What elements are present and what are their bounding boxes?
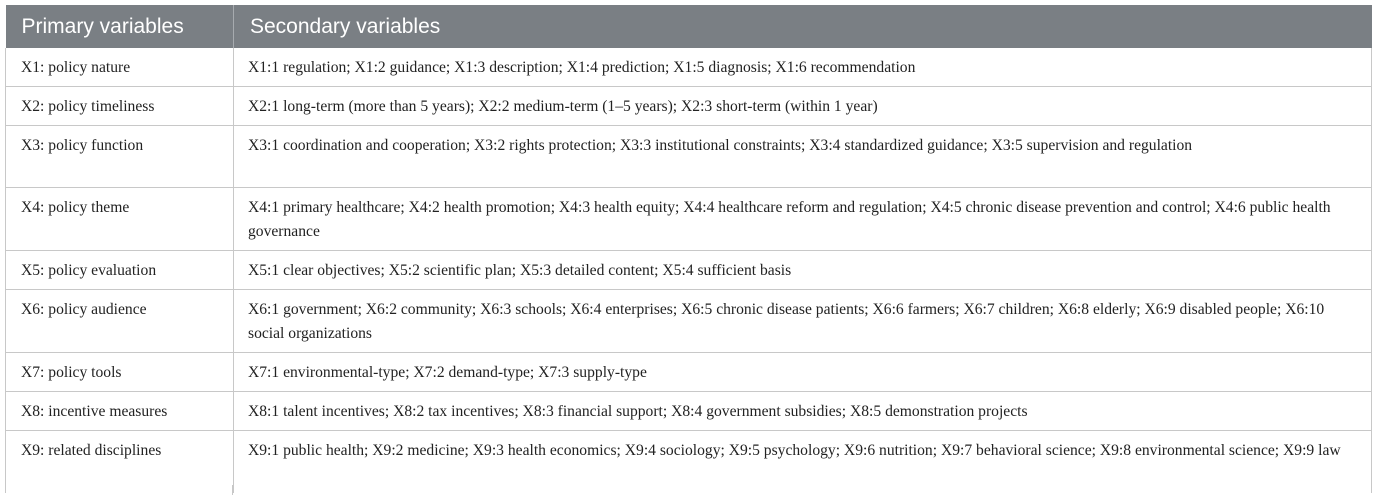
secondary-variables-cell: X5:1 clear objectives; X5:2 scientific plan; X5:3 detailed content; X5:4 sufficient basis <box>234 251 1372 290</box>
table-row <box>6 290 1372 353</box>
primary-variable-cell: X9: related disciplines <box>6 431 234 493</box>
primary-variable-cell: X6: policy audience <box>6 290 234 353</box>
primary-variable-cell: X8: incentive measures <box>6 392 234 431</box>
table-row <box>6 353 1372 392</box>
table-row <box>6 87 1372 126</box>
variables-table <box>5 5 1372 493</box>
secondary-variables-cell: X2:1 long-term (more than 5 years); X2:2 medium-term (1–5 years); X2:3 short-term (within 1 year) <box>234 87 1372 126</box>
table-row <box>6 431 1372 493</box>
secondary-variables-cell: X3:1 coordination and cooperation; X3:2 rights protection; X3:3 institutional constraints; X3:4 standardized guidance; X3:5 supervision and regulation <box>234 126 1372 188</box>
secondary-variables-cell: X9:1 public health; X9:2 medicine; X9:3 health economics; X9:4 sociology; X9:5 psychology; X9:6 nutrition; X9:7 behavioral science; X9:8 environmental science; X9:9 law <box>234 431 1372 493</box>
primary-variable-cell: X2: policy timeliness <box>6 87 234 126</box>
header-row <box>6 5 1372 48</box>
table-row <box>6 188 1372 251</box>
header-primary-variables: Primary variables <box>6 5 234 48</box>
primary-variable-cell: X1: policy nature <box>6 48 234 87</box>
secondary-variables-cell: X6:1 government; X6:2 community; X6:3 schools; X6:4 enterprises; X6:5 chronic disease patients; X6:6 farmers; X6:7 children; X6:8 elderly; X6:9 disabled people; X6:10 social organizations <box>234 290 1372 353</box>
header-secondary-variables: Secondary variables <box>234 5 1372 48</box>
table-row <box>6 126 1372 188</box>
primary-variable-cell: X7: policy tools <box>6 353 234 392</box>
table-row <box>6 392 1372 431</box>
primary-variable-cell: X5: policy evaluation <box>6 251 234 290</box>
table-row <box>6 48 1372 87</box>
primary-variable-cell: X3: policy function <box>6 126 234 188</box>
secondary-variables-cell: X7:1 environmental-type; X7:2 demand-type; X7:3 supply-type <box>234 353 1372 392</box>
secondary-variables-cell: X1:1 regulation; X1:2 guidance; X1:3 description; X1:4 prediction; X1:5 diagnosis; X1:6 recommendation <box>234 48 1372 87</box>
table-header <box>6 5 1372 48</box>
secondary-variables-cell: X4:1 primary healthcare; X4:2 health promotion; X4:3 health equity; X4:4 healthcare reform and regulation; X4:5 chronic disease prevention and control; X4:6 public health governance <box>234 188 1372 251</box>
primary-variable-cell: X4: policy theme <box>6 188 234 251</box>
column-divider-tail <box>232 485 233 495</box>
secondary-variables-cell: X8:1 talent incentives; X8:2 tax incentives; X8:3 financial support; X8:4 government subsidies; X8:5 demonstration projects <box>234 392 1372 431</box>
table-row <box>6 251 1372 290</box>
table-body <box>6 48 1372 493</box>
